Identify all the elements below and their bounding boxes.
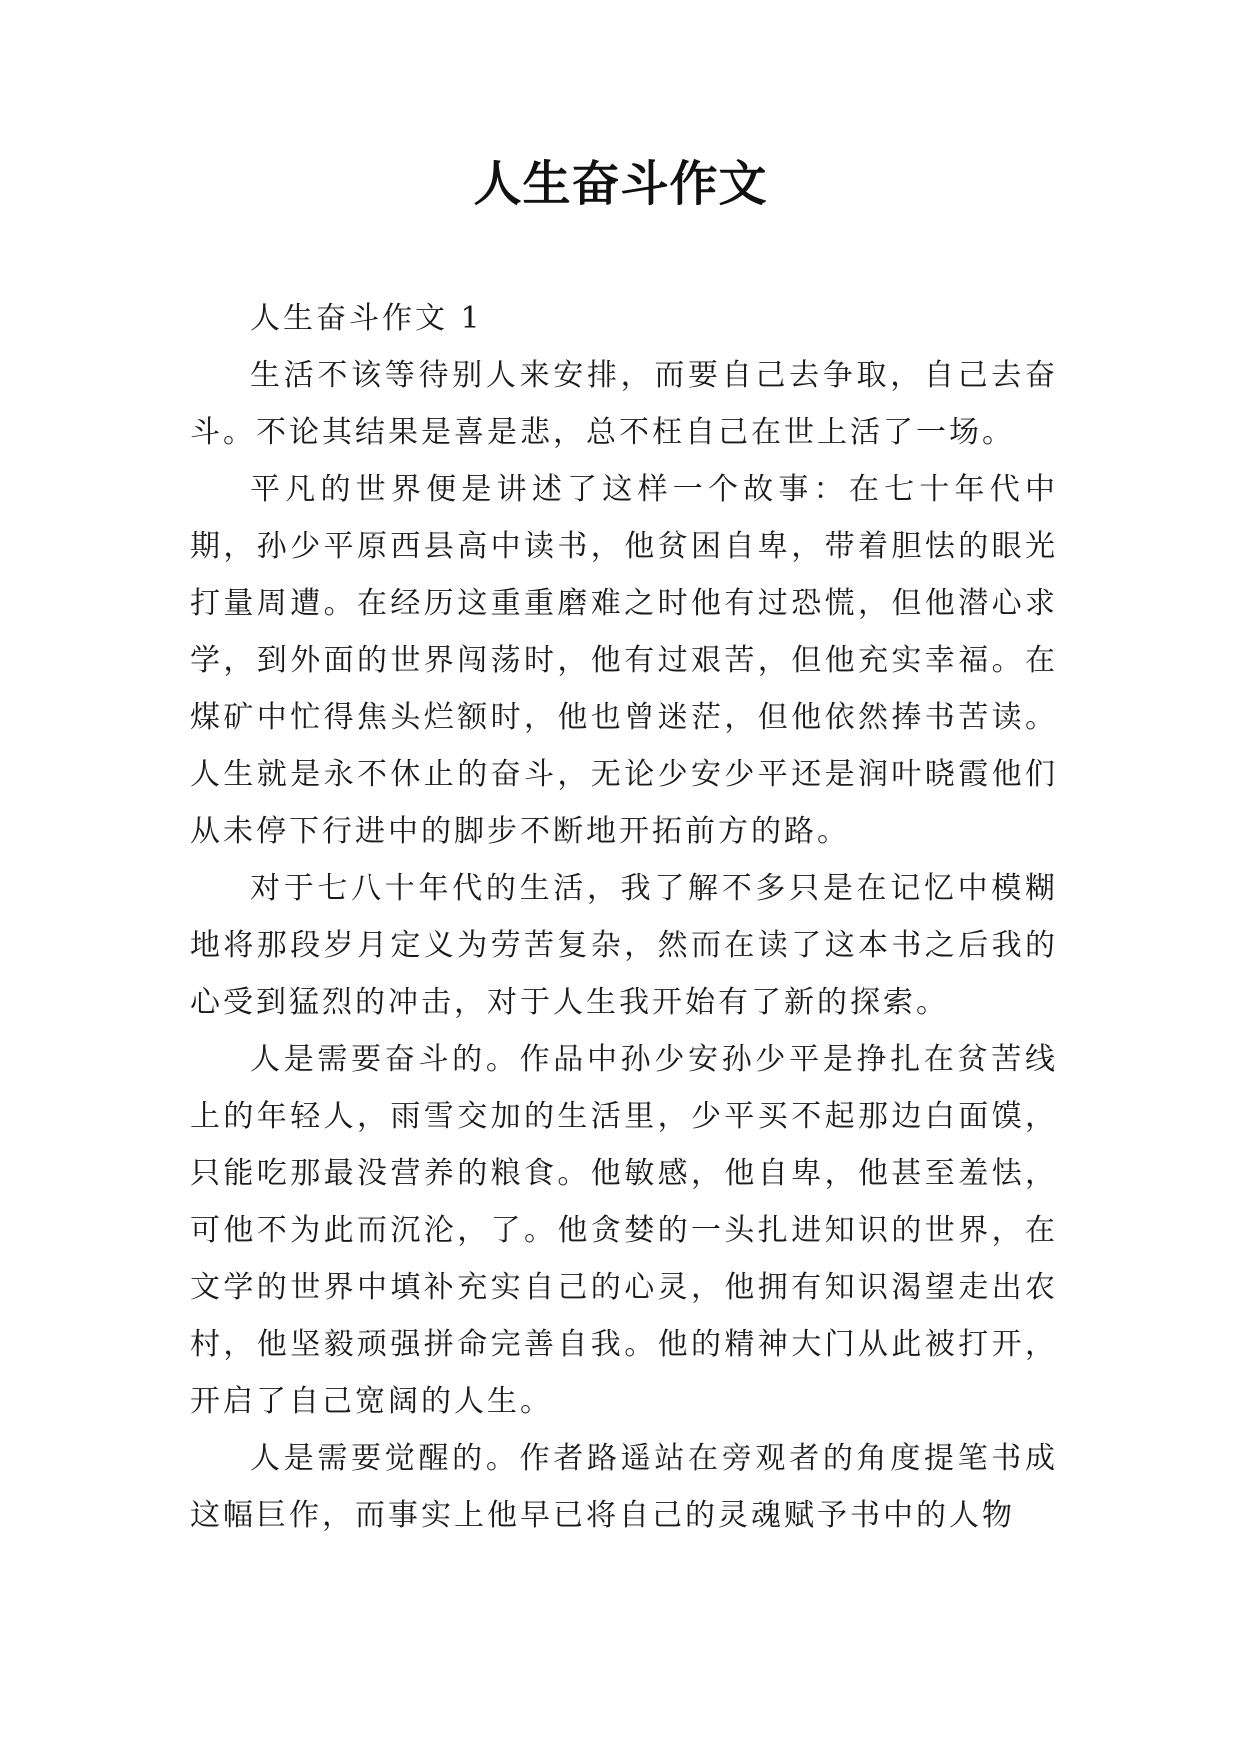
paragraph: 平凡的世界便是讲述了这样一个故事：在七十年代中期，孙少平原西县高中读书，他贫困自卑，带着胆怯的眼光打量周遭。在经历这重重磨难之时他有过恐慌，但他潜心求学，到外面的世界闯荡时，他有过艰苦，但他充实幸福。在煤矿中忙得焦头烂额时，他也曾迷茫，但他依然捧书苦读。人生就是永不休止的奋斗，无论少安少平还是润叶晓霞他们从未停下行进中的脚步不断地开拓前方的路。 bbox=[190, 472, 1058, 849]
paragraph: 对于七八十年代的生活，我了解不多只是在记忆中模糊地将那段岁月定义为劳苦复杂，然而在读了这本书之后我的心受到猛烈的冲击，对于人生我开始有了新的探索。 bbox=[190, 871, 1058, 1020]
document-title: 人生奋斗作文 bbox=[473, 156, 768, 212]
paragraph: 人是需要奋斗的。作品中孙少安孙少平是挣扎在贫苦线上的年轻人，雨雪交加的生活里，少平买不起那边白面馍，只能吃那最没营养的粮食。他敏感，他自卑，他甚至羞怯，可他不为此而沉沦，了。他贪婪的一头扎进知识的世界，在文学的世界中填补充实自己的心灵，他拥有知识渴望走出农村，他坚毅顽强拼命完善自我。他的精神大门从此被打开，开启了自己宽阔的人生。 bbox=[190, 1042, 1058, 1419]
paragraph-heading: 人生奋斗作文 1 bbox=[250, 301, 483, 336]
document-body bbox=[190, 290, 1058, 1544]
paragraph: 生活不该等待别人来安排，而要自己去争取，自己去奋斗。不论其结果是喜是悲，总不枉自己在世上活了一场。 bbox=[190, 358, 1058, 450]
paragraph: 人是需要觉醒的。作者路遥站在旁观者的角度提笔书成这幅巨作，而事实上他早已将自己的灵魂赋予书中的人物 bbox=[190, 1441, 1058, 1533]
